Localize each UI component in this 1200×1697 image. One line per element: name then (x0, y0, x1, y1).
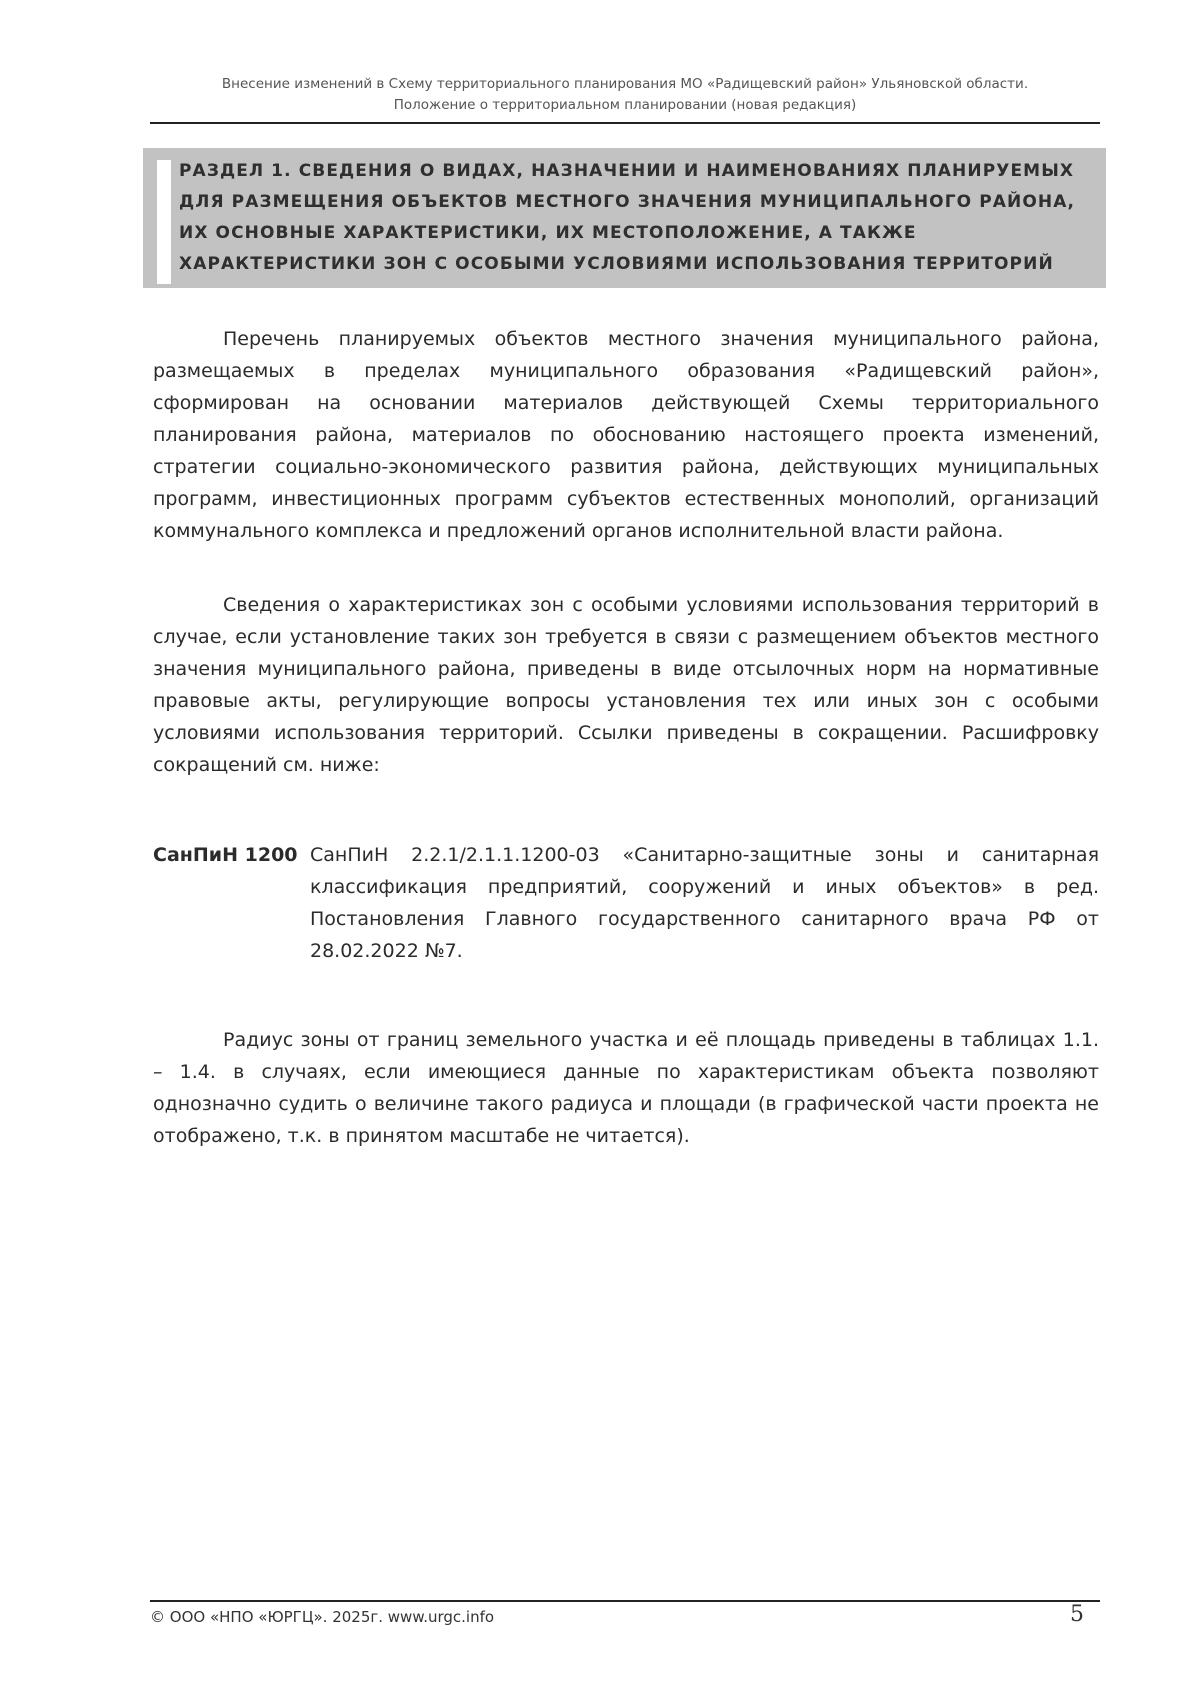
section-heading-marker (157, 160, 171, 284)
abbreviation-term: СанПиН 1200 (153, 844, 298, 866)
paragraph-zones-info: Сведения о характеристиках зон с особыми условиями использования территорий в случае, если установление таких зон требуется в связи с размещением объектов местного значения муниципального района, приведены в виде отсылочных норм на нормативные правовые акты, регулирующие вопросы установления тех или иных зон с особыми условиями использования территорий. Ссылки приведены в сокращении. Расшифровку сокращений см. ниже: (153, 594, 1099, 776)
page-number: 5 (1070, 1602, 1084, 1627)
header-divider (150, 122, 1100, 124)
header-line-2: Положение о территориальном планировании (новая редакция) (393, 97, 857, 113)
page-header (150, 74, 1100, 116)
abbreviation-definition: СанПиН 2.2.1/2.1.1.1200-03 «Санитарно-защитные зоны и санитарная классификация предприятий, сооружений и иных объектов» в ред. Постановления Главного государственного санитарного врача РФ от 28.02.2022 №7. (310, 844, 1099, 962)
section-heading-box (143, 148, 1106, 288)
header-line-1: Внесение изменений в Схему территориального планирования МО «Радищевский район» Ульяновской области. (221, 76, 1029, 92)
footer-divider (150, 1600, 1100, 1602)
footer-copyright: © ООО «НПО «ЮРГЦ». 2025г. www.urgc.info (150, 1608, 495, 1626)
section-title: РАЗДЕЛ 1. СВЕДЕНИЯ О ВИДАХ, НАЗНАЧЕНИИ И НАИМЕНОВАНИЯХ ПЛАНИРУЕМЫХ ДЛЯ РАЗМЕЩЕНИЯ ОБЪЕКТОВ МЕСТНОГО ЗНАЧЕНИЯ МУНИЦИПАЛЬНОГО РАЙОНА, ИХ ОСНОВНЫЕ ХАРАКТЕРИСТИКИ, ИХ МЕСТОПОЛОЖЕНИЕ, А ТАКЖЕ ХАРАКТЕРИСТИКИ ЗОН С ОСОБЫМИ УСЛОВИЯМИ ИСПОЛЬЗОВАНИЯ ТЕРРИТОРИЙ (179, 161, 1076, 274)
paragraph-zone-radius: Радиус зоны от границ земельного участка и её площадь приведены в таблицах 1.1. – 1.4. в случаях, если имеющиеся данные по характеристикам объекта позволяют однозначно судить о величине такого радиуса и площади (в графической части проекта не отображено, т.к. в принятом масштабе не читается). (153, 1029, 1099, 1147)
paragraph-objects-list: Перечень планируемых объектов местного значения муниципального района, размещаемых в пределах муниципального образования «Радищевский район», сформирован на основании материалов действующей Схемы территориального планирования района, материалов по обоснованию настоящего проекта изменений, стратегии социально-экономического развития района, действующих муниципальных программ, инвестиционных программ субъектов естественных монополий, организаций коммунального комплекса и предложений органов исполнительной власти района. (153, 328, 1099, 542)
